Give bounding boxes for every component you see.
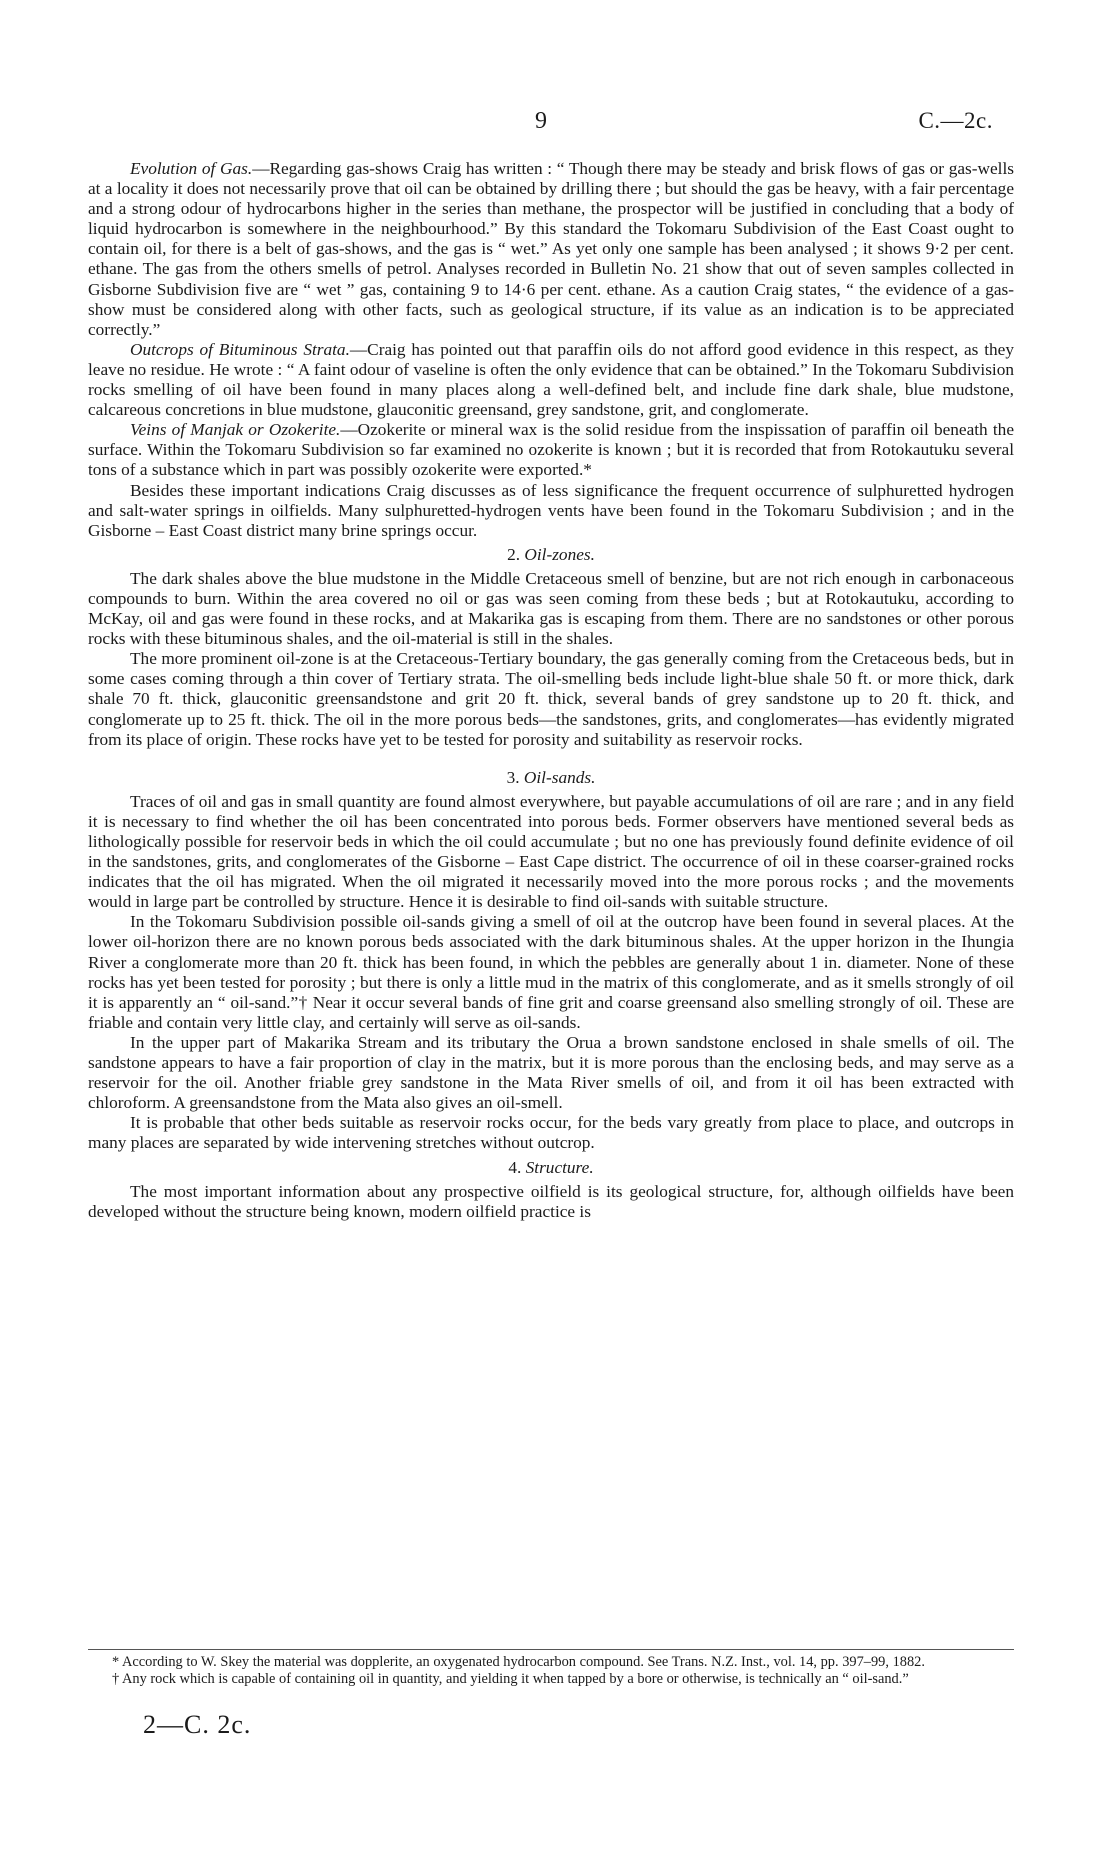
paragraph-text: —Ozokerite or mineral wax is the solid residue from the inspissation of paraffin oil beneath the surface. Within the Tokomaru Subdivision so far examined no ozokerite is known ; but it is recorded that from Rotokautuku several tons of a substance which in part was possibly ozokerite were exported.* [88,420,1014,480]
paragraph: It is probable that other beds suitable as reservoir rocks occur, for the beds vary greatly from place to place, and outcrops in many places are separated by wide intervening stretches without outcrop. [88,1113,1014,1153]
run-in-heading: Outcrops of Bituminous Strata. [130,339,350,359]
document-reference: C.—2c. [918,108,993,133]
paragraph: The most important information about any prospective oilfield is its geological structure, for, although oilfields have been developed without the structure being known, modern oilfield practice is [88,1181,1014,1221]
section-heading-structure [88,1158,1014,1178]
document-body [88,159,1014,1222]
section-title: Oil-sands. [523,767,596,787]
paragraph-text: —Craig has pointed out that paraffin oils do not afford good evidence in this respect, as they leave no residue. He wrote : “ A faint odour of vaseline is often the only evidence that can be obtained.” In the Tokomaru Subdivision rocks smelling of oil have been found in many places along a well-defined belt, and include fine dark shale, blue mudstone, calcareous concretions in blue mudstone, glauconitic greensand, grey sandstone, grit, and conglomerate. [88,339,1014,420]
paragraph-evolution-of-gas [88,159,1014,340]
paragraph: Traces of oil and gas in small quantity are found almost everywhere, but payable accumulations of oil are rare ; and in any field it is necessary to find whether the oil has been concentrated into porous beds. Former observers have mentioned several beds as lithologically possible for reservoir beds in which the oil could accumulate ; but no one has previously found definite evidence of oil in the sandstones, grits, and conglomerates of the Gisborne – East Cape district. The occurrence of oil in these coarser-grained rocks indicates that the oil has migrated. When the oil migrated it necessarily moved into the more porous rocks ; and the movements would in large part be controlled by structure. Hence it is desirable to find oil-sands with suitable structure. [88,791,1014,912]
section-number: 2. [507,544,521,564]
paragraph-veins [88,420,1014,480]
section-number: 4. [508,1157,522,1177]
run-in-heading: Veins of Manjak or Ozokerite. [130,420,341,440]
paragraph-outcrops [88,340,1014,420]
paragraph-text: —Regarding gas-shows Craig has written : “ Though there may be steady and brisk flows of gas or gas-wells at a locality it does not necessarily prove that oil can be obtained by drilling there ; but should the gas be heavy, with a fair percentage and a strong odour of hydrocarbons higher in the series than methane, the prospector will be justified in concluding that a body of liquid hydrocarbon is somewhere in the neighbourhood.” By this standard the Tokomaru Subdivision of the East Coast ought to contain oil, for there is a belt of gas-shows, and the gas is “ wet.” As yet only one sample has been analysed ; it shows 9·2 per cent. ethane. The gas from the others smells of petrol. Analyses recorded in Bulletin No. 21 show that out of seven samples collected in Gisborne Subdivision five are “ wet ” gas, containing 9 to 14·6 per cent. ethane. As a caution Craig states, “ the evidence of a gas-show must be considered along with other facts, such as geological structure, if its value as an indication is to be appreciated correctly.” [88,159,1014,339]
footnotes [88,1649,1014,1688]
section-heading-oil-sands [88,768,1014,788]
page-number: 9 [535,108,547,134]
signature-mark: 2—C. 2c. [143,1710,252,1739]
paragraph: The more prominent oil-zone is at the Cretaceous-Tertiary boundary, the gas generally coming from the Cretaceous beds, but in some cases coming through a thin cover of Tertiary strata. The oil-smelling beds include light-blue shale 50 ft. or more thick, dark shale 70 ft. thick, glauconitic greensandstone and grit 20 ft. thick, several bands of grey sandstone up to 20 ft. thick, and conglomerate up to 25 ft. thick. The oil in the more porous beds—the sandstones, grits, and conglomerates—has evidently migrated from its place of origin. These rocks have yet to be tested for porosity and suitability as reservoir rocks. [88,649,1014,749]
paragraph-besides: Besides these important indications Craig discusses as of less significance the frequent occurrence of sulphuretted hydrogen and salt-water springs in oilfields. Many sulphuretted-hydrogen vents have been found in the Tokomaru Subdivision ; and in the Gisborne – East Coast district many brine springs occur. [88,480,1014,540]
paragraph: In the upper part of Makarika Stream and its tributary the Orua a brown sandstone enclosed in shale smells of oil. The sandstone appears to have a fair proportion of clay in the matrix, but it is more porous than the enclosing beds, and may serve as a reservoir for the oil. Another friable grey sandstone in the Mata River smells of oil, and from it oil has been extracted with chloroform. A greensandstone from the Mata also gives an oil-smell. [88,1032,1014,1113]
page-header [0,108,1114,138]
footnote: † Any rock which is capable of containing oil in quantity, and yielding it when tapped by a bore or otherwise, is technically an “ oil-sand.” [112,1671,909,1687]
paragraph: The dark shales above the blue mudstone in the Middle Cretaceous smell of benzine, but are not rich enough in carbonaceous compounds to burn. Within the area covered no oil or gas was seen coming from these beds ; but at Rotokautuku, according to McKay, oil and gas were found in these rocks, and at Makarika gas is escaping from them. There are no sandstones or other porous rocks with these bituminous shales, and the oil-material is still in the shales. [88,568,1014,649]
section-number: 3. [506,767,520,787]
section-title: Structure. [525,1157,594,1177]
section-heading-oil-zones [88,545,1014,565]
run-in-heading: Evolution of Gas. [130,159,253,178]
paragraph: In the Tokomaru Subdivision possible oil-sands giving a smell of oil at the outcrop have been found in several places. At the lower oil-horizon there are no known porous beds associated with the dark bituminous shales. At the upper horizon in the Ihungia River a conglomerate more than 20 ft. thick has been found, in which the pebbles are generally about 1 in. diameter. None of these rocks has yet been tested for porosity ; but there is only a little mud in the matrix of this conglomerate, and as it smells strongly of oil it is apparently an “ oil-sand.”† Near it occur several bands of fine grit and coarse greensand also smelling strongly of oil. These are friable and contain very little clay, and certainly will serve as oil-sands. [88,912,1014,1032]
section-title: Oil-zones. [524,544,595,564]
footnote: * According to W. Skey the material was dopplerite, an oxygenated hydrocarbon compound. See Trans. N.Z. Inst., vol. 14, pp. 397–99, 1882. [112,1654,925,1670]
